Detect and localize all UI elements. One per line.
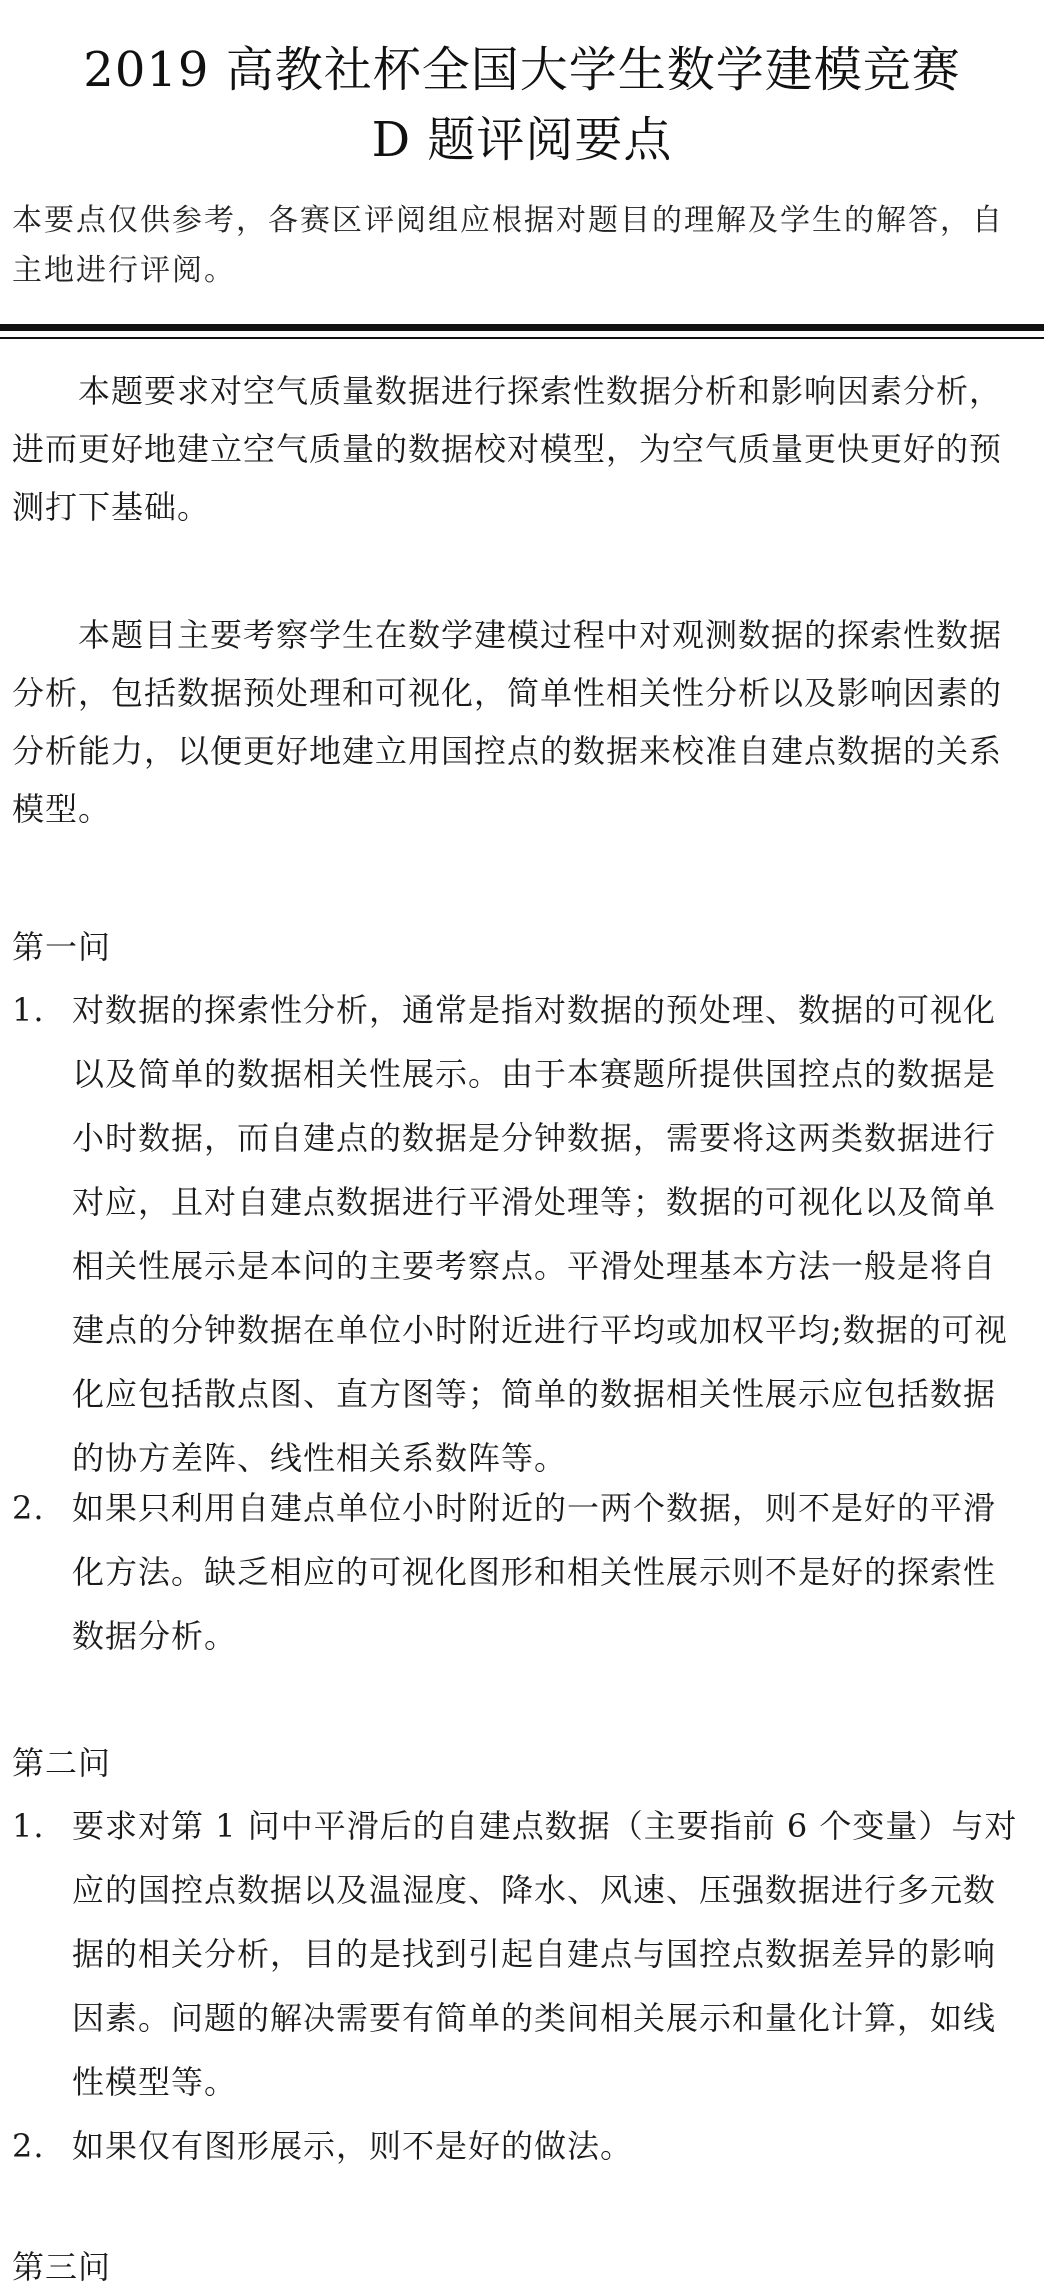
list-item: [12, 2114, 1022, 2178]
section-heading-q2: 第二问: [12, 1744, 112, 1782]
list-item-text: 如果只利用自建点单位小时附近的一两个数据，则不是好的平滑化方法。缺乏相应的可视化图形和相关性展示则不是好的探索性数据分析。: [72, 1489, 997, 1655]
list-item-number: 1.: [12, 1807, 45, 1845]
list-item-number: 1.: [12, 991, 45, 1029]
section-heading-q3: 第三问: [12, 2248, 112, 2286]
intro-paragraph-1: 本题要求对空气质量数据进行探索性数据分析和影响因素分析，进而更好地建立空气质量的数据校对模型，为空气质量更快更好的预测打下基础。: [12, 372, 1003, 526]
header-divider-thin: [0, 337, 1044, 339]
list-item: [12, 1794, 1022, 2114]
header-divider-thick: [0, 324, 1044, 331]
intro-paragraph-2: 本题目主要考察学生在数学建模过程中对观测数据的探索性数据分析，包括数据预处理和可视化，简单性相关性分析以及影响因素的分析能力，以便更好地建立用国控点的数据来校准自建点数据的关系模型。: [12, 616, 1003, 828]
document-title-line2: D 题评阅要点: [371, 112, 673, 168]
list-item: [12, 1476, 1022, 1668]
list-item-text: 要求对第 1 问中平滑后的自建点数据（主要指前 6 个变量）与对应的国控点数据以及温湿度、降水、风速、压强数据进行多元数据的相关分析，目的是找到引起自建点与国控点数据差异的影响因素。问题的解决需要有简单的类间相关展示和量化计算，如线性模型等。: [72, 1807, 1018, 2101]
section-heading-q1: 第一问: [12, 928, 112, 966]
list-item-number: 2.: [12, 1489, 45, 1527]
list-item-text: 对数据的探索性分析，通常是指对数据的预处理、数据的可视化以及简单的数据相关性展示。由于本赛题所提供国控点的数据是小时数据，而自建点的数据是分钟数据，需要将这两类数据进行对应，且对自建点数据进行平滑处理等；数据的可视化以及简单相关性展示是本问的主要考察点。平滑处理基本方法一般是将自建点的分钟数据在单位小时附近进行平均或加权平均;数据的可视化应包括散点图、直方图等；简单的数据相关性展示应包括数据的协方差阵、线性相关系数阵等。: [72, 991, 1008, 1477]
list-item-text: 如果仅有图形展示，则不是好的做法。: [72, 2127, 634, 2165]
disclaimer-note: 本要点仅供参考，各赛区评阅组应根据对题目的理解及学生的解答，自主地进行评阅。: [12, 203, 1004, 288]
document-title-line1: 2019 高教社杯全国大学生数学建模竞赛: [83, 42, 961, 98]
list-item: [12, 978, 1022, 1490]
list-item-number: 2.: [12, 2127, 45, 2165]
